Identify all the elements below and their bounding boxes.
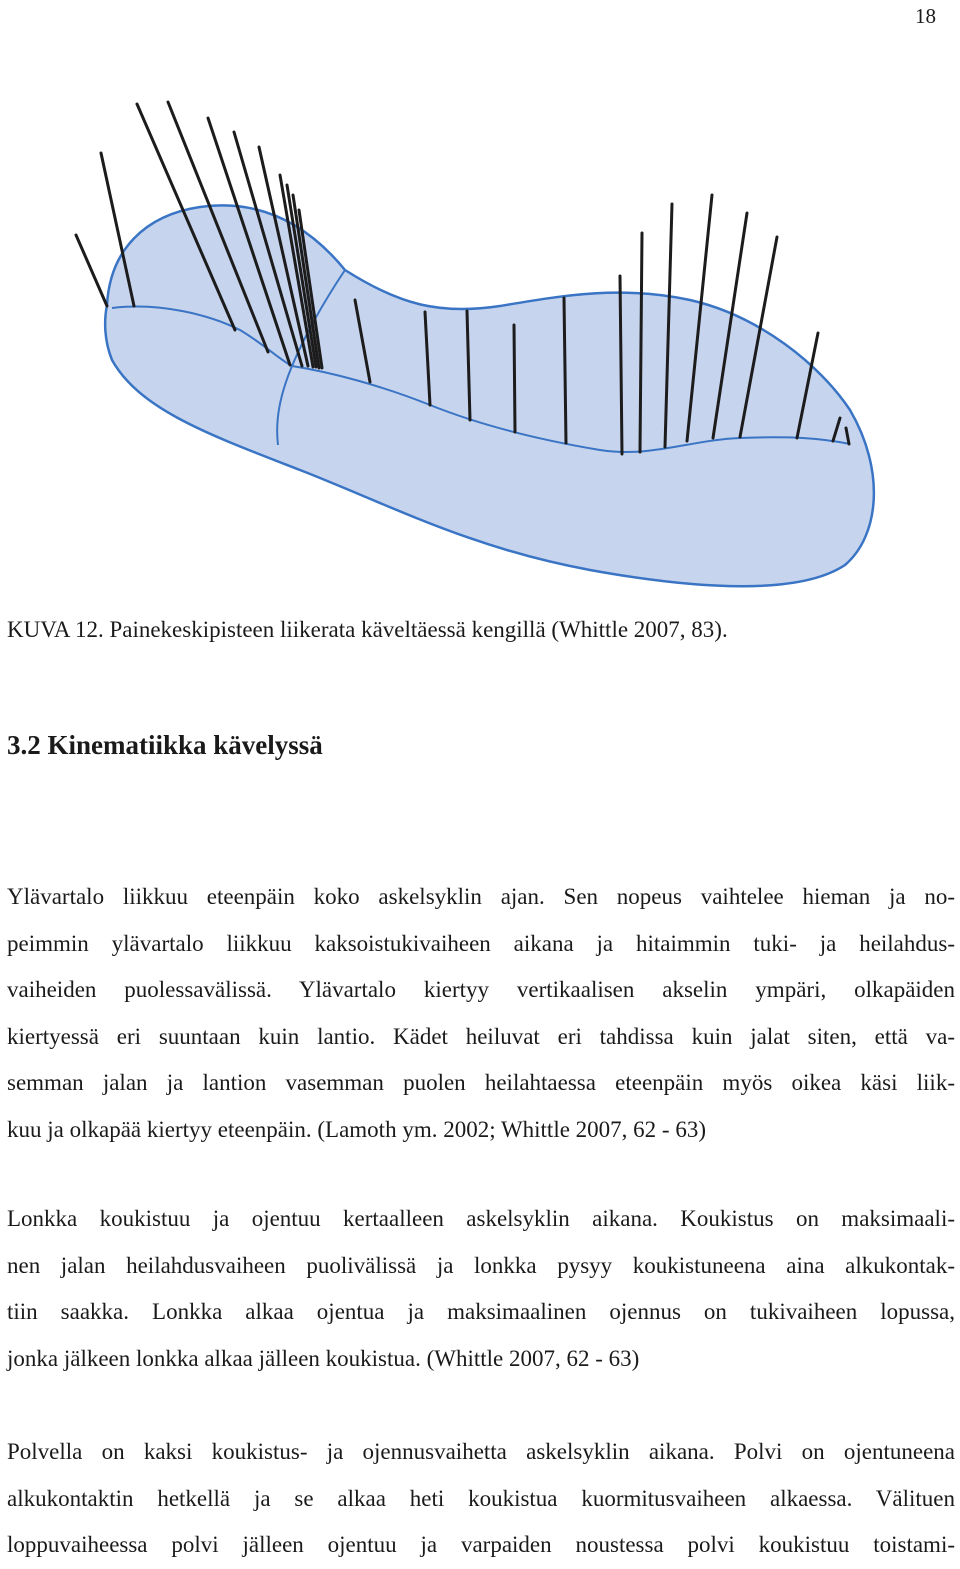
- shoe-sole: [105, 205, 874, 586]
- paragraph-line: nen jalan heilahdusvaiheen puolivälissä ja lonkka pysyy koukistuneena aina alkukontak-: [7, 1252, 955, 1278]
- paragraph-line: kiertyessä eri suuntaan kuin lantio. Kädet heiluvat eri tahdissa kuin jalat siten, että va-: [7, 1023, 955, 1049]
- figure-shoe-pressure-path: [60, 90, 900, 600]
- force-vector: [514, 325, 515, 432]
- paragraph-line: peimmin ylävartalo liikkuu kaksoistukivaiheen aikana ja hitaimmin tuki- ja heilahdus-: [7, 930, 955, 956]
- paragraph-line: Polvella on kaksi koukistus- ja ojennusvaihetta askelsyklin aikana. Polvi on ojentuneena: [7, 1439, 955, 1464]
- force-vector: [640, 233, 642, 452]
- paragraph: [7, 874, 955, 1153]
- paragraph: [7, 1429, 955, 1569]
- paragraph-line: vaiheiden puolessavälissä. Ylävartalo kiertyy vertikaalisen akselin ympäri, olkapäiden: [7, 977, 955, 1002]
- paragraph-line: kuu ja olkapää kiertyy eteenpäin. (Lamoth ym. 2002; Whittle 2007, 62 - 63): [7, 1116, 706, 1142]
- shoe-sole-diagram: [60, 90, 900, 600]
- figure-caption: KUVA 12. Painekeskipisteen liikerata käveltäessä kengillä (Whittle 2007, 83).: [7, 617, 728, 642]
- page-number: 18: [915, 4, 936, 28]
- force-vector: [76, 235, 107, 306]
- paragraph-line: loppuvaiheessa polvi jälleen ojentuu ja varpaiden noustessa polvi koukistuu toistami-: [7, 1532, 955, 1557]
- paragraph: [7, 1196, 955, 1382]
- force-vector: [564, 298, 566, 443]
- paragraph-line: semman jalan ja lantion vasemman puolen heilahtaessa eteenpäin myös oikea käsi liik-: [7, 1070, 955, 1095]
- paragraph-line: Ylävartalo liikkuu eteenpäin koko askelsyklin ajan. Sen nopeus vaihtelee hieman ja no-: [7, 884, 955, 909]
- paragraph-line: tiin saakka. Lonkka alkaa ojentua ja maksimaalinen ojennus on tukivaiheen lopussa,: [7, 1299, 955, 1324]
- force-vector: [620, 276, 622, 454]
- section-heading: 3.2 Kinematiikka kävelyssä: [7, 730, 323, 760]
- paragraph-line: jonka jälkeen lonkka alkaa jälleen koukistua. (Whittle 2007, 62 - 63): [7, 1345, 640, 1371]
- paragraph-line: alkukontaktin hetkellä ja se alkaa heti koukistua kuormitusvaiheen alkaessa. Välituen: [7, 1485, 955, 1511]
- paragraph-line: Lonkka koukistuu ja ojentuu kertaalleen askelsyklin aikana. Koukistus on maksimaali-: [7, 1206, 955, 1231]
